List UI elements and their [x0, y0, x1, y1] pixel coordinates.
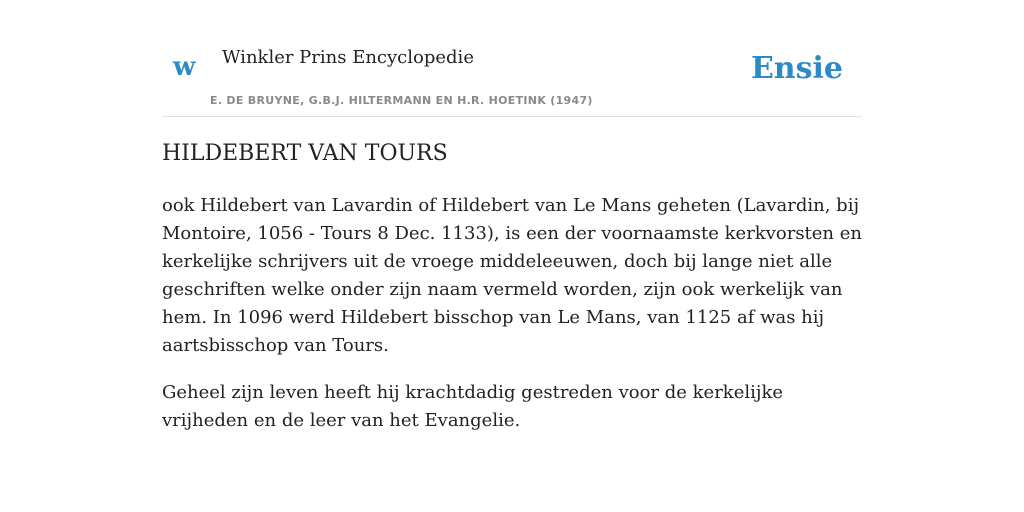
entry-title: HILDEBERT VAN TOURS: [162, 141, 448, 166]
entry-paragraph: ook Hildebert van Lavardin of Hildebert van Le Mans geheten (Lavardin, bij Montoire, 1056 - Tours 8 Dec. 1133), is een der voornaamste kerkvorsten en kerkelijke schrijvers uit de vroege middeleeuwen, doch bij lange niet alle geschriften welke onder zijn naam vermeld worden, zijn ook werkelijk van hem. In 1096 werd Hildebert bisschop van Le Mans, van 1125 af was hij aartsbisschop van Tours.: [162, 195, 862, 356]
source-authors: E. DE BRUYNE, G.B.J. HILTERMANN EN H.R. HOETINK (1947): [210, 94, 593, 107]
entry-paragraph: Geheel zijn leven heeft hij krachtdadig gestreden voor de kerkelijke vrijheden en de leer van het Evangelie.: [162, 382, 784, 431]
source-logo-icon[interactable]: w: [173, 52, 196, 82]
ensie-logo[interactable]: Ensie: [750, 51, 843, 86]
entry-body: [162, 192, 862, 454]
source-title[interactable]: Winkler Prins Encyclopedie: [222, 47, 474, 68]
source-header: [162, 0, 862, 117]
page: [162, 0, 862, 431]
